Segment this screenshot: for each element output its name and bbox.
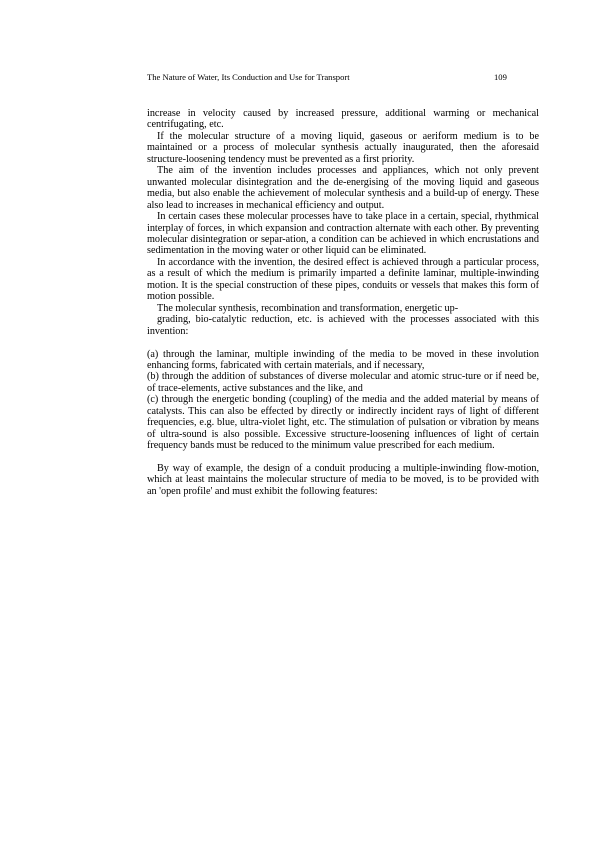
list-item-c: (c) through the energetic bonding (coupling) of the media and the added material by means of catalysts. This can also be effected by directly or indirectly incident rays of light of different frequencies, e.g. blue, ultra-violet light, etc. The stimulation of pulsation or vibration by means of ultra-sound is also possible. Excessive structure-loosening influences of light of certain frequency bands must be reduced to the minimum value prescribed for each medium. (147, 394, 539, 452)
list-item-a: (a) through the laminar, multiple inwinding of the media to be moved in these involution enhancing forms, fabricated with certain materials, and if necessary, (147, 348, 539, 371)
header-title: The Nature of Water, Its Conduction and Use for Transport (147, 72, 350, 82)
paragraph-molecular-synthesis-line: The molecular synthesis, recombination and transformation, energetic up- (157, 302, 459, 314)
page-number: 109 (494, 72, 507, 82)
paragraph-laminar-motion: In accordance with the invention, the desired effect is achieved through a particular process, as a result of which the medium is primarily imparted a definite laminar, multiple-inwinding motion. It is the special construction of these pipes, conduits or vessels that makes this form of motion possible. (147, 256, 539, 303)
body-text (147, 108, 539, 497)
paragraph-molecular-structure: If the molecular structure of a moving liquid, gaseous or aeriform medium is to be maintained or a process of molecular synthesis actually inaugurated, then the aforesaid structure-loosening tendency must be prevented as a first priority. (147, 130, 539, 165)
paragraph-conduit-example: By way of example, the design of a conduit producing a multiple-inwinding flow-motion, which at least maintains the molecular structure of media to be moved, is to be provided with an 'open profile' and must exhibit the following features: (147, 463, 539, 497)
paragraph-aim-of-invention: The aim of the invention includes processes and appliances, which not only prevent unwanted molecular disintegration and the de-energising of the moving liquid and gaseous media, but also enable the achievement of molecular synthesis and a build-up of energy. These also lead to increases in mechanical efficiency and output. (147, 165, 539, 211)
paragraph-rhythmical-interplay: In certain cases these molecular processes have to take place in a certain, special, rhythmical interplay of forces, in which expansion and contraction alternate with each other. By preventing molecular disintegration or separ-ation, a condition can be achieved in which encrustations and sedimentation in the moving water or other liquid can be eliminated. (147, 211, 539, 257)
paragraph-velocity-continuation: increase in velocity caused by increased pressure, additional warming or mechanical centrifugating, etc. (147, 108, 539, 131)
list-item-b: (b) through the addition of substances of diverse molecular and atomic struc-ture or if need be, of trace-elements, active substances and the like, and (147, 371, 539, 394)
paragraph-bio-catalytic-reduction: grading, bio-catalytic reduction, etc. is achieved with the processes associated with this invention: (147, 314, 539, 337)
